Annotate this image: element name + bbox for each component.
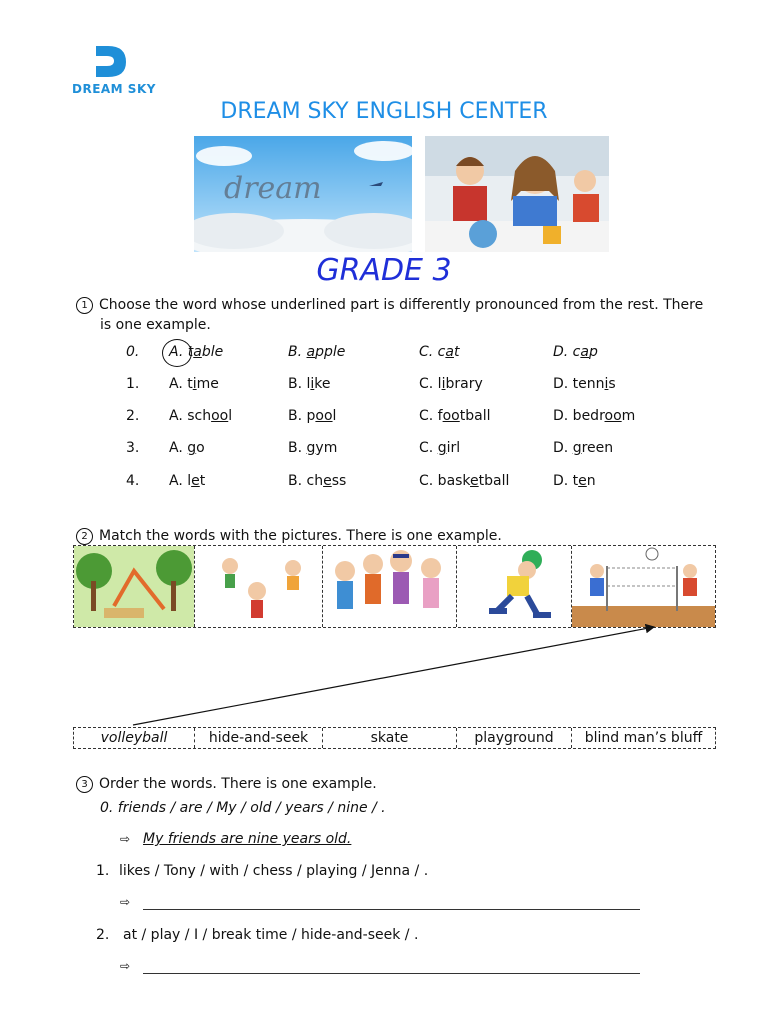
q1-option-a-pre: A. l	[169, 473, 192, 489]
q1-option-c-post: brary	[445, 376, 483, 392]
q1-row-number: 0.	[126, 344, 140, 360]
q1-option-b-under: e	[323, 473, 332, 489]
q1-option-b-under: oo	[315, 408, 333, 424]
q1-option-a-under: a	[193, 344, 202, 360]
q1-option-d-pre: D. tenn	[553, 376, 605, 392]
q1-option-d-pre: D. t	[553, 473, 579, 489]
q1-option-a-post: o	[196, 440, 205, 456]
q1-option-a-under: oo	[211, 408, 229, 424]
q1-option-c-pre: C. bask	[419, 473, 471, 489]
q1-option-c-post: tball	[459, 408, 491, 424]
q1-row-number: 4.	[126, 473, 140, 489]
q1-option-b-under: g	[306, 440, 316, 456]
q1-option-d-pre: D.	[553, 440, 573, 456]
q1-option-d-post: reen	[581, 440, 614, 456]
q1-option-d-pre: D. bedr	[553, 408, 605, 424]
q1-option-b-under: i	[310, 376, 315, 392]
q1-option-b-pre: B. ch	[288, 473, 324, 489]
svg-text:dream: dream	[224, 171, 322, 206]
q1-option-b-post: ym	[315, 440, 338, 456]
q1-option-b-post: l	[332, 408, 337, 424]
q3-number-badge: 3	[76, 776, 93, 793]
q1-option-d-post: p	[588, 344, 598, 360]
q2-instruction-text: Match the words with the pictures. There is one example.	[99, 528, 502, 544]
match-word[interactable]: hide-and-seek	[195, 728, 323, 748]
q1-option-c-under: g	[437, 440, 447, 456]
q1-option-a-pre: A.	[169, 440, 188, 456]
q1-option-b-pre: B. p	[288, 408, 316, 424]
q1-instruction-line1: Choose the word whose underlined part is differently pronounced from the rest. There	[99, 297, 704, 313]
q1-option-a-under: e	[191, 473, 200, 489]
q1-option-d-under: g	[572, 440, 582, 456]
q1-option-a-pre: A. t	[169, 376, 193, 392]
q3-item-2-arrow-icon: ⇨	[120, 959, 131, 973]
q1-row-number: 1.	[126, 376, 140, 392]
q1-option-d-under: a	[580, 344, 589, 360]
q1-option-a-pre: A. t	[169, 344, 194, 360]
q1-option-a-pre: A. sch	[169, 408, 212, 424]
q3-item-2-answer-line[interactable]	[143, 973, 640, 974]
match-word[interactable]: playground	[457, 728, 572, 748]
q2-number-badge: 2	[76, 528, 93, 545]
q3-item-1-number: 1.	[96, 863, 110, 879]
q3-item-1-arrow-icon: ⇨	[120, 895, 131, 909]
match-word[interactable]: volleyball	[74, 728, 195, 748]
q3-instruction-text: Order the words. There is one example.	[99, 776, 377, 792]
q1-option-b-pre: B. l	[288, 376, 311, 392]
q1-option-b-pre: B.	[288, 344, 307, 360]
q3-item-1-answer-line[interactable]	[143, 909, 640, 910]
q1-option-d-post: m	[621, 408, 636, 424]
q1-option-a-post: ble	[201, 344, 224, 360]
q3-instruction	[76, 774, 746, 794]
q1-option-b-post: ss	[331, 473, 347, 489]
q1-option-a-post: t	[199, 473, 206, 489]
q3-item-2-prompt: at / play / I / break time / hide-and-seek / .	[123, 927, 419, 943]
q1-number-badge: 1	[76, 297, 93, 314]
q1-option-b-pre: B.	[288, 440, 307, 456]
q1-option-a-post: me	[196, 376, 219, 392]
q1-option-a-under: g	[187, 440, 197, 456]
q1-option-a-post: l	[228, 408, 233, 424]
center-title: DREAM SKY ENGLISH CENTER	[220, 99, 548, 124]
logo-text: DREAM SKY	[72, 82, 156, 96]
q1-option-c-post: t	[453, 344, 460, 360]
q1-option-b-post: pple	[315, 344, 346, 360]
q1-option-a-under: i	[192, 376, 197, 392]
grade-title: GRADE 3	[316, 253, 452, 288]
q1-option-c-under: i	[441, 376, 446, 392]
q1-option-c-pre: C. c	[419, 344, 446, 360]
q1-option-b-under: a	[306, 344, 316, 360]
q1-option-c-under: e	[470, 473, 479, 489]
q1-option-d-post: n	[586, 473, 596, 489]
q1-option-d-under: i	[604, 376, 609, 392]
q1-option-b-post: ke	[314, 376, 331, 392]
q1-option-c-post: tball	[478, 473, 510, 489]
q1-option-c-pre: C.	[419, 440, 438, 456]
q1-instruction-line2: is one example.	[100, 317, 211, 333]
q1-option-c-pre: C. l	[419, 376, 442, 392]
q3-item-2-number: 2.	[96, 927, 110, 943]
q1-option-d-post: s	[608, 376, 616, 392]
words-strip	[73, 727, 716, 749]
q3-example-arrow-icon: ⇨	[120, 832, 131, 846]
q1-option-d-pre: D. c	[553, 344, 581, 360]
q1-option-d-under: e	[578, 473, 587, 489]
match-word[interactable]: skate	[323, 728, 457, 748]
match-word[interactable]: blind man’s bluff	[584, 730, 703, 746]
q1-row-number: 2.	[126, 408, 140, 424]
q1-option-d-under: oo	[604, 408, 622, 424]
q3-example-answer: My friends are nine years old.	[143, 831, 352, 847]
q1-option-c-under: oo	[442, 408, 460, 424]
q3-item-1-prompt: likes / Tony / with / chess / playing / Jenna / .	[119, 863, 429, 879]
q3-example-prompt: 0. friends / are / My / old / years / nine / .	[100, 800, 386, 816]
q1-option-c-under: a	[445, 344, 454, 360]
q1-option-c-post: irl	[446, 440, 461, 456]
q1-option-c-pre: C. f	[419, 408, 443, 424]
q1-row-number: 3.	[126, 440, 140, 456]
